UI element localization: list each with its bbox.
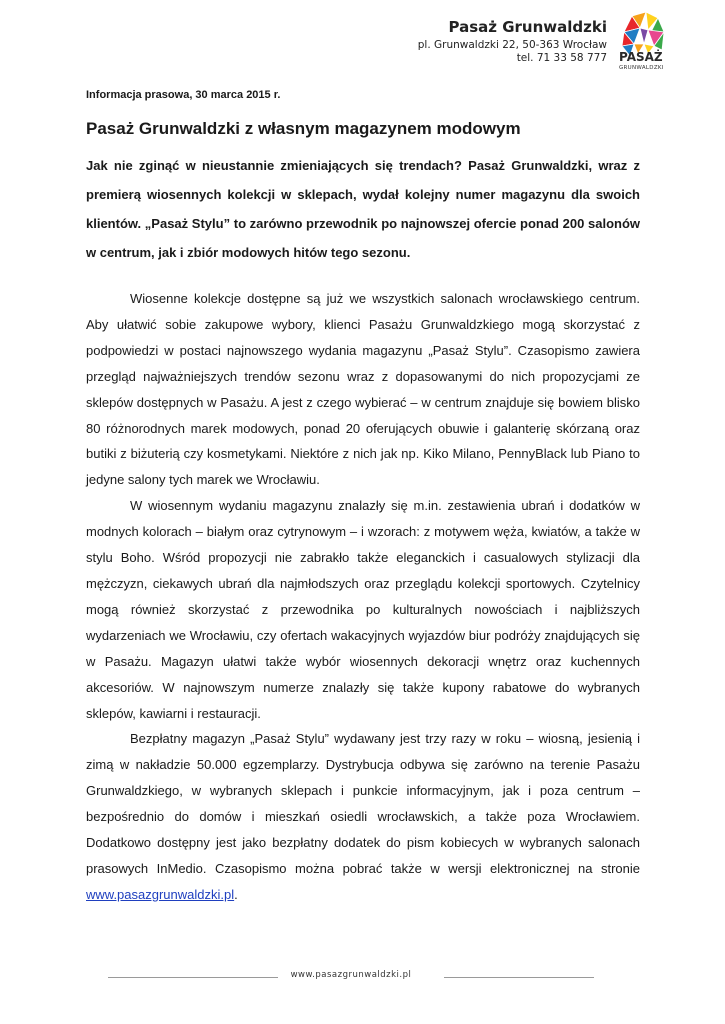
page-title: Pasaż Grunwaldzki z własnym magazynem modowym [86,119,521,138]
paragraph-1: Wiosenne kolekcje dostępne są już we wszystkich salonach wrocławskiego centrum. Aby ułatwić sobie zakupowe wybory, klienci Pasażu Grunwaldzkiego mogą skorzystać z podpowiedzi w postaci najnowszego wydania magazynu „Pasaż Stylu”. Czasopismo zawiera przegląd najważniejszych trendów sezonu wraz z dopasowanymi do nich propozycjami ze sklepów dostępnych w Pasażu. A jest z czego wybierać – w centrum znajduje się bowiem blisko 80 różnorodnych marek modowych, ponad 20 oferujących obuwie i galanterię skórzaną oraz butiki z biżuterią czy kosmetykami. Niektóre z nich jak np. Kiko Milano, PennyBlack lub Piano to jedyne salony tych marek we Wrocławiu. [86,291,640,488]
logo-word: PASAŻ [619,50,663,64]
brand-name: Pasaż Grunwaldzki [448,18,607,36]
header-contact [418,18,607,65]
press-release-date: Informacja prasowa, 30 marca 2015 r. [86,89,281,101]
logo-tile [640,28,648,44]
lead-paragraph: Jak nie zginąć w nieustannie zmieniających się trendach? Pasaż Grunwaldzki, wraz z premierą wiosennych kolekcji w sklepach, wydał kolejny numer magazynu dla swoich klientów. „Pasaż Stylu” to zarówno przewodnik po najnowszej ofercie ponad 200 salonów w centrum, jak i zbiór modowych hitów tego sezonu. [86,158,640,260]
footer-divider-right [444,977,594,978]
link-suffix: . [234,886,238,902]
paragraph-3 [86,726,640,907]
article-body [86,286,640,908]
paragraph-3-text: Bezpłatny magazyn „Pasaż Stylu” wydawany jest trzy razy w roku – wiosną, jesienią i zimą w nakładzie 50.000 egzemplarzy. Dystrybucja odbywa się zarówno na terenie Pasażu Grunwaldzkiego, w wybranych sklepach i punkcie informacyjnym, jak i poza centrum – bezpośrednio do domów i mieszkań osiedli wrocławskich, a także poza Wrocławiem. Dodatkowo dostępny jest jako bezpłatny dodatek do pism kobiecych w wybranych salonach prasowych InMedio. Czasopismo można pobrać także w wersji elektronicznej na stronie [86,731,640,876]
footer [108,970,594,984]
paragraph-2: W wiosennym wydaniu magazynu znalazły się m.in. zestawienia ubrań i dodatków w modnych kolorach – białym oraz cytrynowym – i wzorach: z motywem węża, kwiatów, a także w stylu Boho. Wśród propozycji nie zabrakło także eleganckich i casualowych stylizacji dla mężczyzn, ciekawych ubrań dla najmłodszych oraz przeglądu kolekcji sportowych. Czytelnicy mogą również skorzystać z przewodnika po kulturalnych nowościach i najbliższych wydarzeniach we Wrocławiu, czy ofertach wakacyjnych wyjazdów biur podróży znajdujących się w Pasażu. Magazyn ułatwi także wybór wiosennych dekoracji wnętrz oraz kuchennych akcesoriów. W najnowszym numerze znalazły się także kupony rabatowe do wybranych sklepów, kawiarni i restauracji. [86,498,640,721]
footer-url: www.pasazgrunwaldzki.pl [290,970,412,980]
address: pl. Grunwaldzki 22, 50-363 Wrocław [417,39,607,51]
phone: tel. 71 33 58 777 [516,52,607,64]
website-link[interactable]: www.pasazgrunwaldzki.pl [86,886,235,902]
logo-subtitle: GRUNWALDZKI [619,65,664,71]
